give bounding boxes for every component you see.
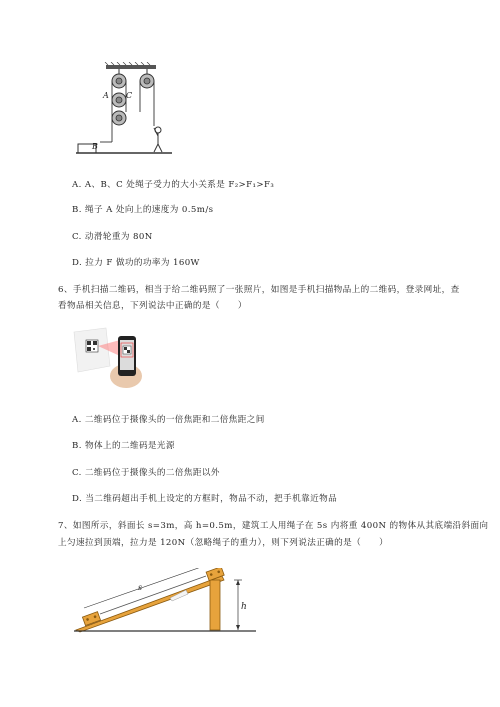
- label-a: A: [103, 91, 109, 100]
- movable-pulley-upper: [112, 93, 126, 107]
- label-s: s: [138, 583, 143, 592]
- movable-pulley-lower: [112, 111, 126, 125]
- ceiling-beam: [106, 65, 156, 69]
- ramp-board: [76, 576, 224, 632]
- inclined-plane-figure: [74, 568, 264, 636]
- fixed-pulley-left: [112, 69, 126, 88]
- label-h: h: [241, 602, 247, 612]
- q6-option-c: C. 二维码位于摄像头的二倍焦距以外: [72, 468, 220, 478]
- q5-option-d: D. 拉力 F 做功的功率为 160W: [72, 258, 200, 268]
- label-c: C: [126, 91, 133, 100]
- fixed-pulley-right: [140, 69, 154, 88]
- phone-scanning-qr-figure: [70, 326, 150, 392]
- q6-option-b: B. 物体上的二维码是光源: [72, 441, 175, 451]
- q5-option-c: C. 动滑轮重为 80N: [72, 232, 153, 242]
- q6-stem-line2: 看物品相关信息，下列说法中正确的是（ ）: [58, 301, 247, 311]
- q6-option-a: A. 二维码位于摄像头的一倍焦距和二倍焦距之间: [72, 415, 265, 425]
- support-post: [210, 580, 220, 630]
- person-figure: [154, 127, 162, 152]
- q6-stem-line1: 6、手机扫描二维码，相当于给二维码照了一张照片，如图是手机扫描物品上的二维码，登录网址，查: [58, 285, 460, 295]
- qr-code: [86, 340, 98, 352]
- q5-option-a: A. A、B、C 处绳子受力的大小关系是 F₂>F₁>F₃: [72, 180, 275, 190]
- rope: [100, 576, 206, 614]
- q7-stem-line1: 7、如图所示，斜面长 s=3m，高 h=0.5m，建筑工人用绳子在 5s 内将重 400N 的物体从其底端沿斜面向: [58, 521, 489, 531]
- label-b: B: [92, 142, 98, 151]
- length-dimension-line: [84, 568, 204, 608]
- q6-option-d: D. 当二维码超出手机上设定的方框时，物品不动，把手机靠近物品: [72, 494, 338, 504]
- q5-option-b: B. 绳子 A 处向上的速度为 0.5m/s: [72, 205, 214, 215]
- q7-stem-line2: 上匀速拉到顶端，拉力是 120N（忽略绳子的重力），则下列说法正确的是（ ）: [58, 538, 389, 548]
- pulley-system-figure: [70, 62, 180, 160]
